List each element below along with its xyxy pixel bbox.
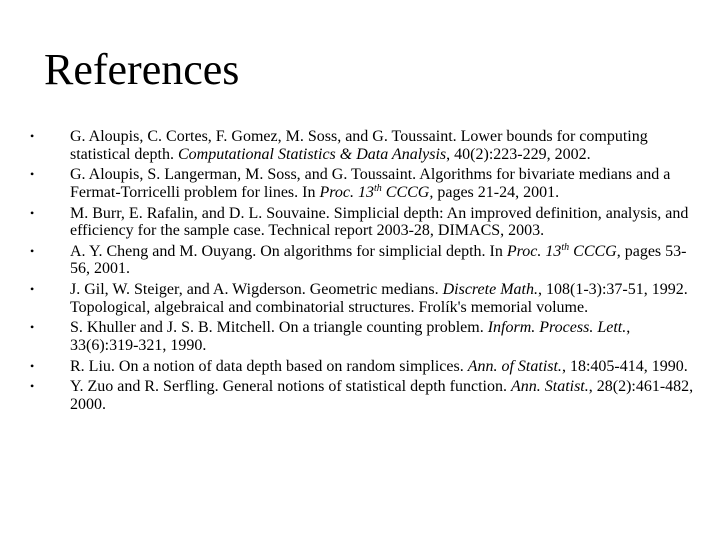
reference-venue-superscript: th — [561, 241, 570, 253]
bullet-icon: • — [30, 243, 35, 258]
reference-text: G. Aloupis, S. Langerman, M. Soss, and G. Toussaint. Algorithms for bivariate medians and a Fermat-Torricelli problem for lines. In — [70, 166, 671, 201]
reference-venue: Ann. Statist. — [510, 378, 589, 396]
bullet-icon: • — [30, 358, 35, 373]
reference-venue: Discrete Math. — [442, 281, 538, 299]
reference-text: J. Gil, W. Steiger, and A. Wigderson. Geometric medians. — [70, 281, 443, 299]
reference-details: , 28(2):461-482, 2000. — [70, 378, 694, 413]
reference-text: Y. Zuo and R. Serfling. General notions of statistical depth function. — [70, 378, 511, 396]
bullet-icon: • — [30, 167, 35, 182]
reference-venue-prefix: Proc. 13 — [319, 183, 374, 201]
reference-text: G. Aloupis, C. Cortes, F. Gomez, M. Soss, and G. Toussaint. Lower bounds for computing statistical depth. — [70, 128, 648, 163]
reference-text: R. Liu. On a notion of data depth based on random simplices. — [70, 357, 468, 375]
reference-venue-suffix: CCCG — [569, 242, 617, 260]
reference-list — [24, 128, 694, 417]
reference-details: pages 21-24, 2001. — [433, 183, 560, 201]
reference-details: , pages 53-56, 2001. — [70, 242, 687, 278]
reference-venue-superscript: th — [373, 182, 382, 194]
reference-venue-prefix: Proc. 13 — [506, 242, 562, 260]
reference-item — [24, 281, 694, 316]
reference-item — [24, 205, 694, 240]
reference-venue: Inform. Process. Lett. — [487, 319, 627, 337]
reference-venue: Computational Statistics & Data Analysis — [177, 145, 447, 163]
reference-text: S. Khuller and J. S. B. Mitchell. On a triangle counting problem. — [70, 319, 488, 337]
reference-item — [24, 128, 694, 163]
reference-details: , 108(1-3):37-51, 1992. Topological, algebraical and combinatorial structures. Frolík's memorial volume. — [70, 281, 688, 316]
reference-item — [24, 243, 694, 278]
bullet-icon: • — [30, 320, 35, 335]
page-title: References — [44, 45, 240, 94]
reference-venue: Ann. of Statist. — [467, 357, 562, 375]
reference-item — [24, 166, 694, 201]
reference-venue-suffix: CCCG, — [381, 183, 434, 201]
reference-text: A. Y. Cheng and M. Ouyang. On algorithms for simplicial depth. In — [70, 242, 507, 260]
reference-item — [24, 378, 694, 413]
reference-details: , 40(2):223-229, 2002. — [446, 145, 591, 163]
bullet-icon: • — [30, 129, 35, 143]
bullet-icon: • — [30, 205, 35, 220]
reference-item — [24, 358, 694, 376]
reference-venue — [319, 184, 433, 201]
bullet-icon: • — [30, 282, 35, 297]
reference-venue — [507, 243, 617, 260]
reference-details: , 18:405-414, 1990. — [561, 357, 688, 375]
reference-item — [24, 319, 694, 354]
reference-details: , 33(6):319-321, 1990. — [70, 319, 631, 354]
reference-text: M. Burr, E. Rafalin, and D. L. Souvaine. Simplicial depth: An improved definition, analysis, and efficiency for the sample case. Technical report 2003-28, DIMACS, 2003. — [70, 204, 689, 240]
bullet-icon: • — [30, 379, 35, 394]
